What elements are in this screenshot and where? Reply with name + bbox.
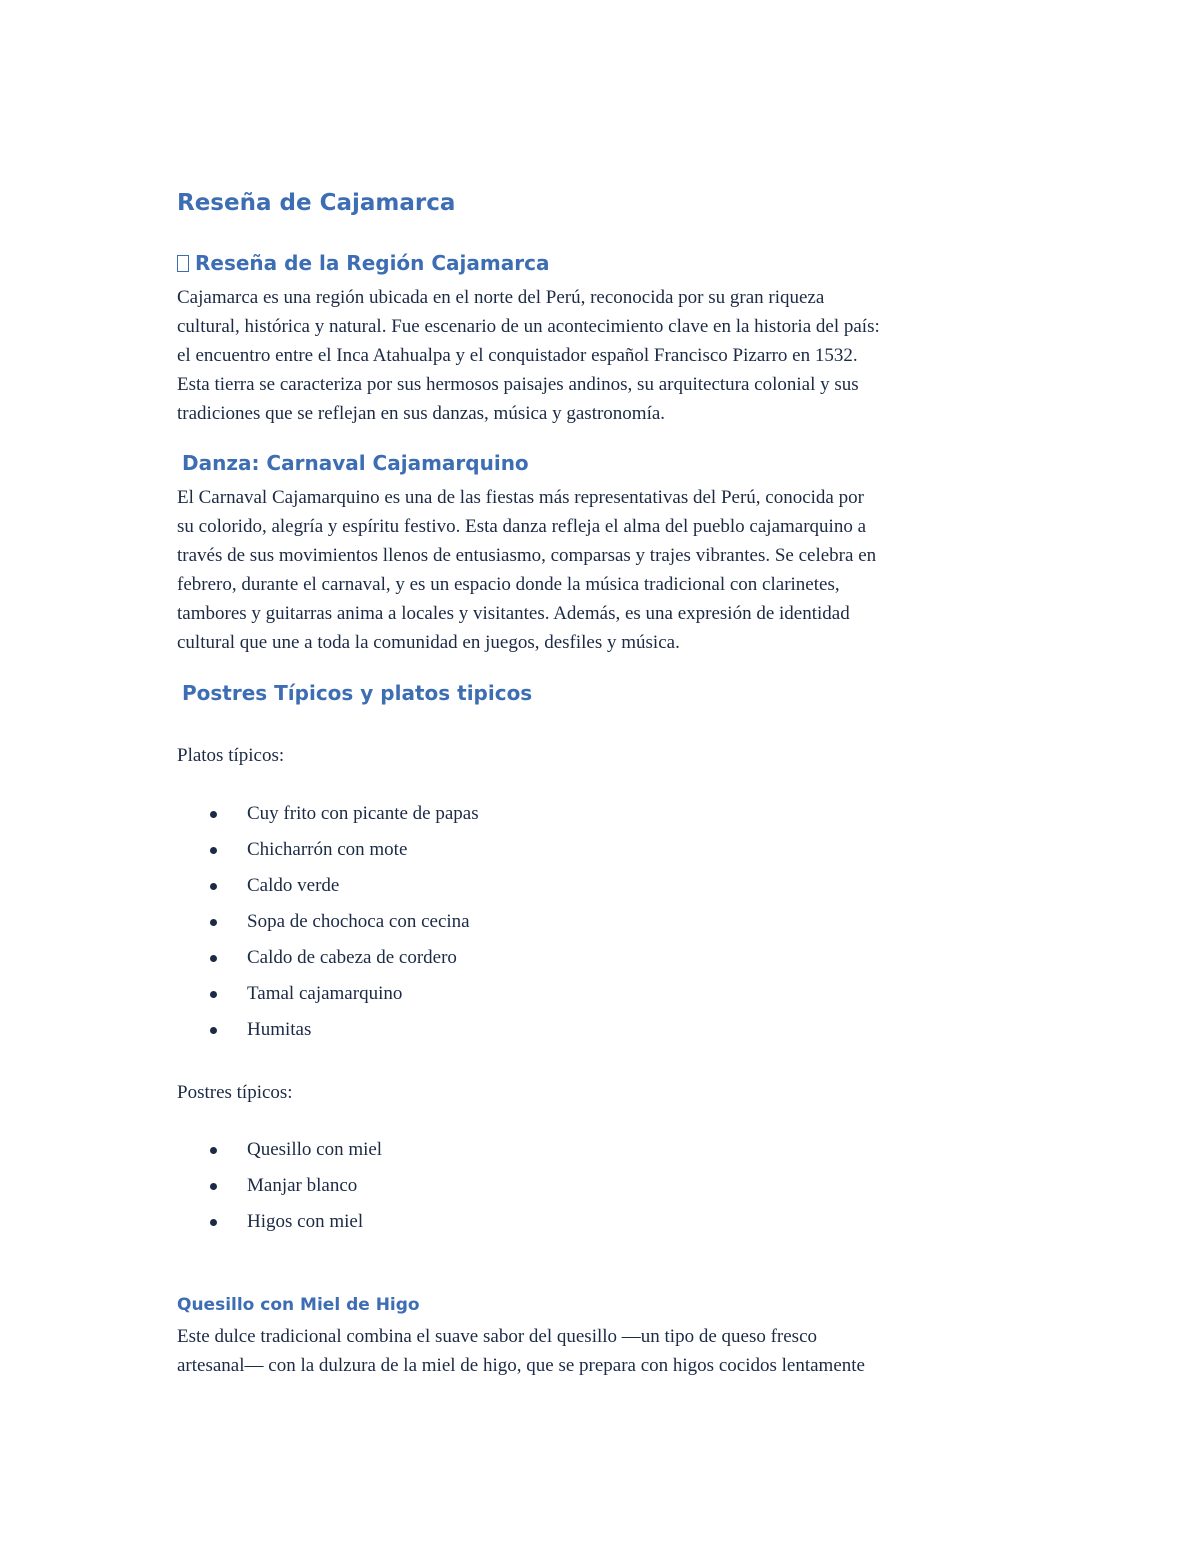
bullet-icon [210, 1183, 217, 1190]
document-title: Reseña de Cajamarca [177, 190, 456, 216]
list-item-text: Humitas [247, 1019, 312, 1040]
platos-label: Platos típicos: [177, 745, 285, 766]
heading-region [177, 251, 549, 275]
paragraph-line: cultural que une a toda la comunidad en juegos, desfiles y música. [177, 632, 680, 653]
bullet-icon [210, 847, 217, 854]
paragraph-line: Esta tierra se caracteriza por sus hermosos paisajes andinos, su arquitectura colonial y sus [177, 374, 859, 395]
missing-glyph-icon [177, 255, 189, 272]
bullet-icon [210, 883, 217, 890]
paragraph-line: tambores y guitarras anima a locales y visitantes. Además, es una expresión de identidad [177, 603, 850, 624]
bullet-icon [210, 1219, 217, 1226]
paragraph-line: Cajamarca es una región ubicada en el norte del Perú, reconocida por su gran riqueza [177, 287, 825, 308]
list-item-text: Caldo verde [247, 875, 340, 896]
bullet-icon [210, 919, 217, 926]
paragraph-line: su colorido, alegría y espíritu festivo. Esta danza refleja el alma del pueblo cajamarquino a [177, 516, 867, 537]
paragraph-line: artesanal— con la dulzura de la miel de higo, que se prepara con higos cocidos lentamente [177, 1355, 865, 1376]
paragraph-line: El Carnaval Cajamarquino es una de las fiestas más representativas del Perú, conocida por [177, 487, 864, 508]
bullet-icon [210, 955, 217, 962]
paragraph-line: Este dulce tradicional combina el suave sabor del quesillo —un tipo de queso fresco [177, 1326, 818, 1347]
list-item-text: Sopa de chochoca con cecina [247, 911, 470, 932]
list-item-text: Manjar blanco [247, 1175, 358, 1196]
paragraph-quesillo [177, 1322, 1057, 1380]
bullet-icon [210, 811, 217, 818]
list-item-text: Cuy frito con picante de papas [247, 803, 479, 824]
paragraph-line: cultural, histórica y natural. Fue escenario de un acontecimiento clave en la historia del país: [177, 316, 880, 337]
paragraph-line: febrero, durante el carnaval, y es un espacio donde la música tradicional con clarinetes, [177, 574, 840, 595]
bullet-icon [210, 1027, 217, 1034]
paragraph-region [177, 283, 1057, 428]
list-item-text: Higos con miel [247, 1211, 364, 1232]
heading-quesillo: Quesillo con Miel de Higo [177, 1295, 420, 1315]
paragraph-line: el encuentro entre el Inca Atahualpa y el conquistador español Francisco Pizarro en 1532. [177, 345, 858, 366]
paragraph-line: tradiciones que se reflejan en sus danzas, música y gastronomía. [177, 403, 666, 424]
paragraph-line: través de sus movimientos llenos de entusiasmo, comparsas y trajes vibrantes. Se celebra en [177, 545, 877, 566]
bullet-icon [210, 1147, 217, 1154]
heading-danza: Danza: Carnaval Cajamarquino [182, 451, 529, 475]
list-item-text: Caldo de cabeza de cordero [247, 947, 457, 968]
list-item-text: Quesillo con miel [247, 1139, 383, 1160]
list-item-text: Chicharrón con mote [247, 839, 408, 860]
bullet-icon [210, 991, 217, 998]
heading-region-text: Reseña de la Región Cajamarca [195, 251, 550, 275]
heading-postres: Postres Típicos y platos tipicos [182, 681, 533, 705]
list-item-text: Tamal cajamarquino [247, 983, 403, 1004]
paragraph-danza [177, 483, 1057, 657]
postres-label: Postres típicos: [177, 1082, 293, 1103]
